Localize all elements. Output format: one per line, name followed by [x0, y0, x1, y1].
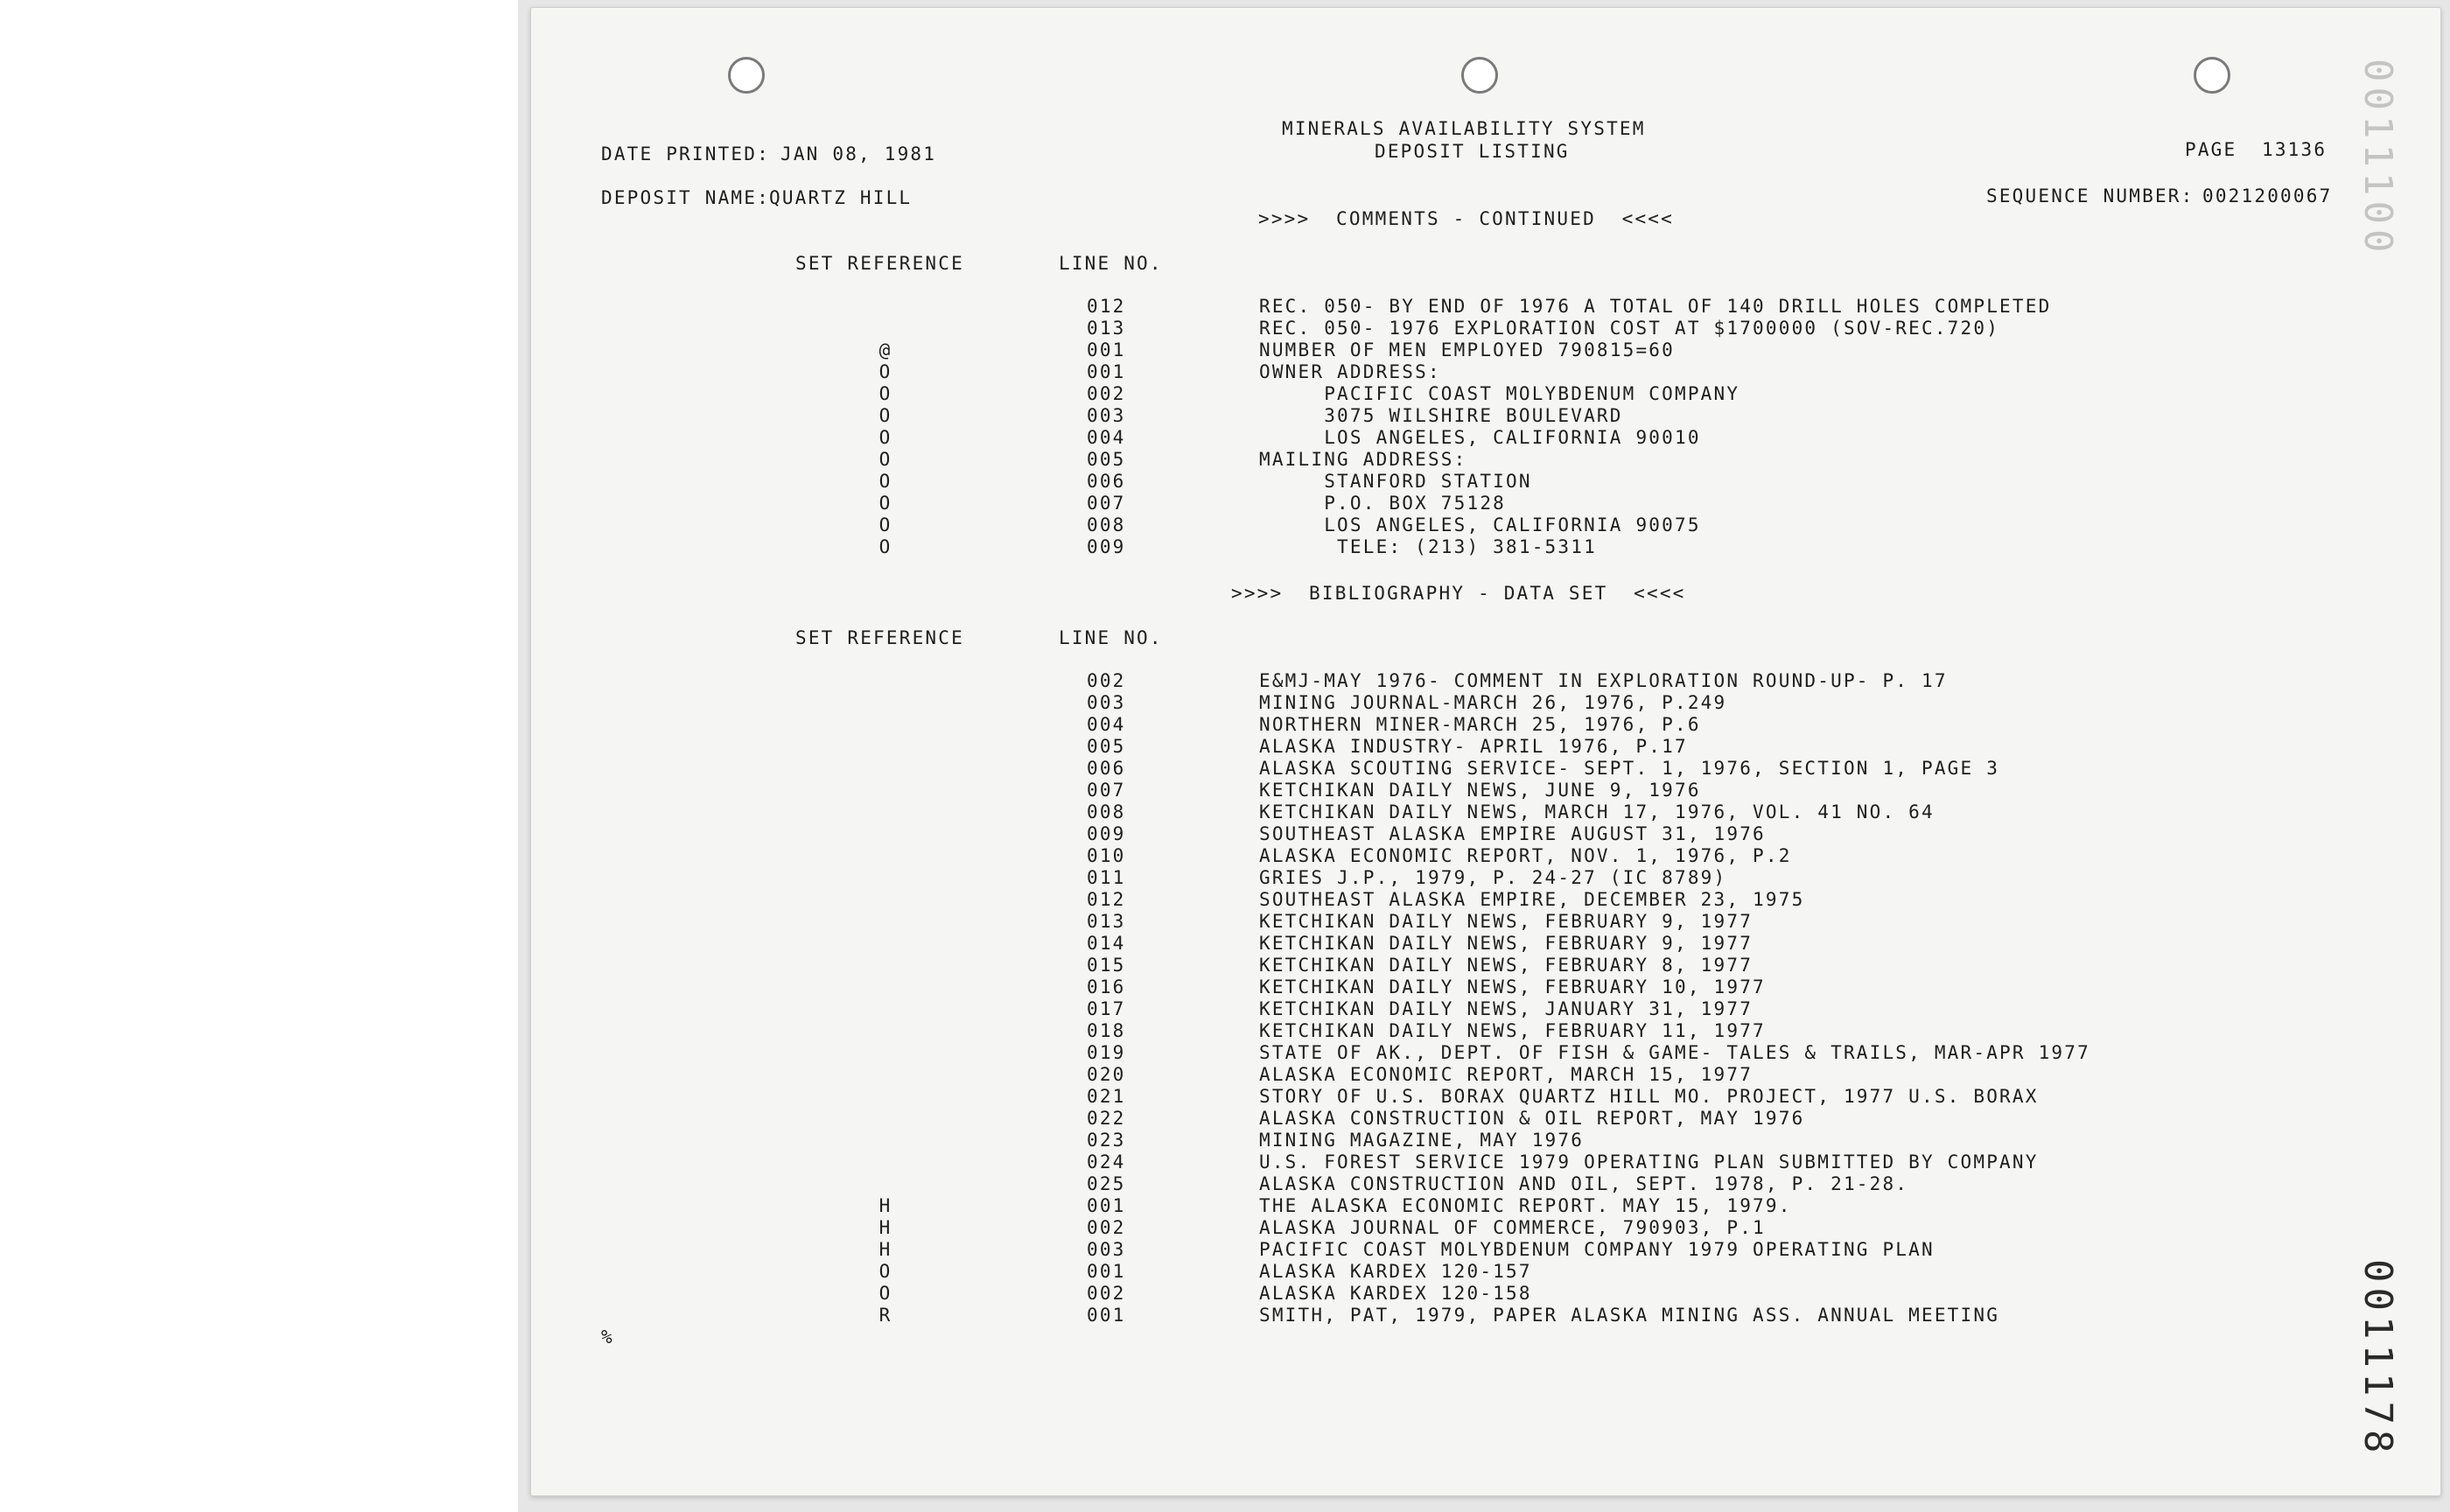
- set-reference-cell: H: [878, 1239, 892, 1260]
- sequence-number-label: SEQUENCE NUMBER:: [1986, 186, 2194, 206]
- line-number-cell: 001: [1087, 1195, 1126, 1216]
- stamp-top-right: 0011100: [2356, 59, 2400, 258]
- set-reference-cell: O: [878, 471, 892, 492]
- line-number-cell: 002: [1087, 1283, 1126, 1304]
- table-row: [531, 449, 2369, 471]
- line-number-cell: 003: [1087, 405, 1126, 426]
- set-reference-cell: O: [878, 405, 892, 426]
- entry-text-cell: KETCHIKAN DAILY NEWS, FEBRUARY 10, 1977: [1259, 976, 1766, 998]
- date-printed-value: JAN 08, 1981: [780, 144, 937, 164]
- table-row: [531, 955, 2369, 976]
- set-reference-cell: O: [878, 514, 892, 536]
- line-number-cell: 005: [1087, 736, 1126, 757]
- table-row: [531, 933, 2369, 955]
- line-number-cell: 022: [1087, 1108, 1126, 1129]
- line-number-cell: 006: [1087, 471, 1126, 492]
- line-number-cell: 013: [1087, 318, 1126, 339]
- entry-text-cell: KETCHIKAN DAILY NEWS, FEBRUARY 11, 1977: [1259, 1020, 1766, 1041]
- line-number-cell: 010: [1087, 845, 1126, 866]
- set-reference-cell: O: [878, 427, 892, 448]
- table-row: [531, 1108, 2369, 1130]
- date-printed-label: DATE PRINTED:: [601, 144, 770, 164]
- table-row: [531, 1086, 2369, 1108]
- table-row: [531, 318, 2369, 340]
- table-row: [531, 867, 2369, 889]
- line-number-cell: 005: [1087, 449, 1126, 470]
- entry-text-cell: U.S. FOREST SERVICE 1979 OPERATING PLAN SUBMITTED BY COMPANY: [1259, 1152, 2039, 1172]
- table-row: [531, 1152, 2369, 1173]
- set-reference-cell: O: [878, 1283, 892, 1304]
- entry-text-cell: KETCHIKAN DAILY NEWS, JANUARY 31, 1977: [1259, 998, 1754, 1019]
- entry-text-cell: 3075 WILSHIRE BOULEVARD: [1259, 405, 1623, 426]
- set-reference-cell: O: [878, 493, 892, 514]
- comments-col-line-no: LINE NO.: [1059, 253, 1163, 274]
- set-reference-cell: O: [878, 536, 892, 557]
- line-number-cell: 009: [1087, 536, 1126, 557]
- entry-text-cell: KETCHIKAN DAILY NEWS, MARCH 17, 1976, VOL. 41 NO. 64: [1259, 802, 1935, 822]
- entry-text-cell: E&MJ-MAY 1976- COMMENT IN EXPLORATION ROUND-UP- P. 17: [1259, 670, 1948, 691]
- table-row: [531, 692, 2369, 714]
- table-row: [531, 1042, 2369, 1064]
- line-number-cell: 018: [1087, 1020, 1126, 1041]
- entry-text-cell: MINING MAGAZINE, MAY 1976: [1259, 1130, 1585, 1151]
- entry-text-cell: STANFORD STATION: [1259, 471, 1532, 492]
- entry-text-cell: ALASKA CONSTRUCTION & OIL REPORT, MAY 1976: [1259, 1108, 1805, 1129]
- line-number-cell: 006: [1087, 758, 1126, 779]
- entry-text-cell: ALASKA JOURNAL OF COMMERCE, 790903, P.1: [1259, 1217, 1766, 1238]
- table-row: [531, 405, 2369, 427]
- line-number-cell: 012: [1087, 889, 1126, 910]
- line-number-cell: 004: [1087, 427, 1126, 448]
- page-label: PAGE: [2185, 139, 2237, 160]
- deposit-name-label: DEPOSIT NAME:: [601, 187, 770, 208]
- entry-text-cell: ALASKA CONSTRUCTION AND OIL, SEPT. 1978, P. 21-28.: [1259, 1173, 1909, 1194]
- deposit-name-value: QUARTZ HILL: [769, 187, 913, 208]
- entry-text-cell: ALASKA ECONOMIC REPORT, MARCH 15, 1977: [1259, 1064, 1754, 1085]
- punch-hole-right: [2194, 57, 2230, 94]
- table-row: [531, 1130, 2369, 1152]
- entry-text-cell: THE ALASKA ECONOMIC REPORT. MAY 15, 1979.: [1259, 1195, 1792, 1216]
- line-number-cell: 008: [1087, 802, 1126, 822]
- table-row: [531, 536, 2369, 558]
- entry-text-cell: KETCHIKAN DAILY NEWS, JUNE 9, 1976: [1259, 780, 1701, 801]
- line-number-cell: 014: [1087, 933, 1126, 954]
- table-row: [531, 1173, 2369, 1195]
- line-number-cell: 019: [1087, 1042, 1126, 1063]
- table-row: [531, 383, 2369, 405]
- entry-text-cell: MAILING ADDRESS:: [1259, 449, 1467, 470]
- entry-text-cell: ALASKA SCOUTING SERVICE- SEPT. 1, 1976, SECTION 1, PAGE 3: [1259, 758, 2000, 779]
- entry-text-cell: PACIFIC COAST MOLYBDENUM COMPANY 1979 OPERATING PLAN: [1259, 1239, 1935, 1260]
- set-reference-cell: O: [878, 383, 892, 404]
- entry-text-cell: TELE: (213) 381-5311: [1259, 536, 1597, 557]
- table-row: [531, 1283, 2369, 1305]
- table-row: [531, 823, 2369, 845]
- table-row: [531, 889, 2369, 911]
- printout-sheet: [530, 7, 2441, 1496]
- table-row: [531, 736, 2369, 758]
- punch-hole-center: [1461, 57, 1498, 94]
- entry-text-cell: ALASKA KARDEX 120-158: [1259, 1283, 1532, 1304]
- table-row: [531, 802, 2369, 823]
- line-number-cell: 025: [1087, 1173, 1126, 1194]
- set-reference-cell: H: [878, 1217, 892, 1238]
- table-row: [531, 1261, 2369, 1283]
- entry-text-cell: SOUTHEAST ALASKA EMPIRE, DECEMBER 23, 1975: [1259, 889, 1805, 910]
- entry-text-cell: KETCHIKAN DAILY NEWS, FEBRUARY 9, 1977: [1259, 933, 1754, 954]
- entry-text-cell: STATE OF AK., DEPT. OF FISH & GAME- TALES & TRAILS, MAR-APR 1977: [1259, 1042, 2090, 1063]
- table-row: [531, 1239, 2369, 1261]
- line-number-cell: 003: [1087, 1239, 1126, 1260]
- entry-text-cell: REC. 050- 1976 EXPLORATION COST AT $1700000 (SOV-REC.720): [1259, 318, 2000, 339]
- line-number-cell: 002: [1087, 670, 1126, 691]
- set-reference-cell: @: [878, 340, 892, 360]
- line-number-cell: 017: [1087, 998, 1126, 1019]
- line-number-cell: 020: [1087, 1064, 1126, 1085]
- bibliography-col-set-reference: SET REFERENCE: [795, 627, 964, 648]
- line-number-cell: 001: [1087, 1261, 1126, 1282]
- table-row: [531, 361, 2369, 383]
- comments-col-set-reference: SET REFERENCE: [795, 253, 964, 274]
- table-row: [531, 1217, 2369, 1239]
- sequence-number-value: 0021200067: [2202, 186, 2333, 206]
- entry-text-cell: NORTHERN MINER-MARCH 25, 1976, P.6: [1259, 714, 1701, 735]
- table-row: [531, 296, 2369, 318]
- line-number-cell: 015: [1087, 955, 1126, 976]
- table-row: [531, 670, 2369, 692]
- table-row: [531, 514, 2369, 536]
- set-reference-cell: H: [878, 1195, 892, 1216]
- line-number-cell: 007: [1087, 493, 1126, 514]
- table-row: [531, 911, 2369, 933]
- entry-text-cell: REC. 050- BY END OF 1976 A TOTAL OF 140 DRILL HOLES COMPLETED: [1259, 296, 2052, 317]
- table-row: [531, 780, 2369, 802]
- line-number-cell: 011: [1087, 867, 1126, 888]
- bibliography-section-title: >>>> BIBLIOGRAPHY - DATA SET <<<<: [1231, 583, 1686, 604]
- entry-text-cell: MINING JOURNAL-MARCH 26, 1976, P.249: [1259, 692, 1727, 713]
- line-number-cell: 021: [1087, 1086, 1126, 1107]
- line-number-cell: 001: [1087, 1305, 1126, 1326]
- page-number: 13136: [2262, 139, 2328, 160]
- line-number-cell: 003: [1087, 692, 1126, 713]
- set-reference-cell: R: [878, 1305, 892, 1326]
- system-title: MINERALS AVAILABILITY SYSTEM: [1282, 118, 1646, 139]
- set-reference-cell: O: [878, 449, 892, 470]
- set-reference-cell: O: [878, 361, 892, 382]
- line-number-cell: 013: [1087, 911, 1126, 932]
- line-number-cell: 004: [1087, 714, 1126, 735]
- footer-mark: %: [601, 1326, 614, 1348]
- entry-text-cell: NUMBER OF MEN EMPLOYED 790815=60: [1259, 340, 1675, 360]
- line-number-cell: 001: [1087, 340, 1126, 360]
- table-row: [531, 1020, 2369, 1042]
- table-row: [531, 976, 2369, 998]
- table-row: [531, 714, 2369, 736]
- entry-text-cell: LOS ANGELES, CALIFORNIA 90010: [1259, 427, 1701, 448]
- entry-text-cell: SOUTHEAST ALASKA EMPIRE AUGUST 31, 1976: [1259, 823, 1766, 844]
- line-number-cell: 001: [1087, 361, 1126, 382]
- entry-text-cell: ALASKA ECONOMIC REPORT, NOV. 1, 1976, P.2: [1259, 845, 1792, 866]
- line-number-cell: 023: [1087, 1130, 1126, 1151]
- table-row: [531, 758, 2369, 780]
- punch-hole-left: [728, 57, 765, 94]
- entry-text-cell: LOS ANGELES, CALIFORNIA 90075: [1259, 514, 1701, 536]
- line-number-cell: 009: [1087, 823, 1126, 844]
- line-number-cell: 024: [1087, 1152, 1126, 1172]
- line-number-cell: 007: [1087, 780, 1126, 801]
- entry-text-cell: SMITH, PAT, 1979, PAPER ALASKA MINING ASS. ANNUAL MEETING: [1259, 1305, 2000, 1326]
- bibliography-col-line-no: LINE NO.: [1059, 627, 1163, 648]
- line-number-cell: 008: [1087, 514, 1126, 536]
- table-row: [531, 998, 2369, 1020]
- entry-text-cell: PACIFIC COAST MOLYBDENUM COMPANY: [1259, 383, 1740, 404]
- table-row: [531, 340, 2369, 361]
- line-number-cell: 016: [1087, 976, 1126, 998]
- entry-text-cell: ALASKA INDUSTRY- APRIL 1976, P.17: [1259, 736, 1688, 757]
- table-row: [531, 427, 2369, 449]
- entry-text-cell: KETCHIKAN DAILY NEWS, FEBRUARY 8, 1977: [1259, 955, 1754, 976]
- line-number-cell: 012: [1087, 296, 1126, 317]
- entry-text-cell: STORY OF U.S. BORAX QUARTZ HILL MO. PROJECT, 1977 U.S. BORAX: [1259, 1086, 2039, 1107]
- entry-text-cell: ALASKA KARDEX 120-157: [1259, 1261, 1532, 1282]
- table-row: [531, 845, 2369, 867]
- set-reference-cell: O: [878, 1261, 892, 1282]
- stamp-bottom-right: 0011178: [2356, 1259, 2400, 1459]
- line-number-cell: 002: [1087, 383, 1126, 404]
- listing-title: DEPOSIT LISTING: [1375, 141, 1570, 162]
- table-row: [531, 471, 2369, 493]
- table-row: [531, 493, 2369, 514]
- table-row: [531, 1305, 2369, 1326]
- table-row: [531, 1064, 2369, 1086]
- entry-text-cell: P.O. BOX 75128: [1259, 493, 1507, 514]
- line-number-cell: 002: [1087, 1217, 1126, 1238]
- entry-text-cell: GRIES J.P., 1979, P. 24-27 (IC 8789): [1259, 867, 1727, 888]
- entry-text-cell: KETCHIKAN DAILY NEWS, FEBRUARY 9, 1977: [1259, 911, 1754, 932]
- comments-section-title: >>>> COMMENTS - CONTINUED <<<<: [1258, 208, 1674, 229]
- entry-text-cell: OWNER ADDRESS:: [1259, 361, 1441, 382]
- table-row: [531, 1195, 2369, 1217]
